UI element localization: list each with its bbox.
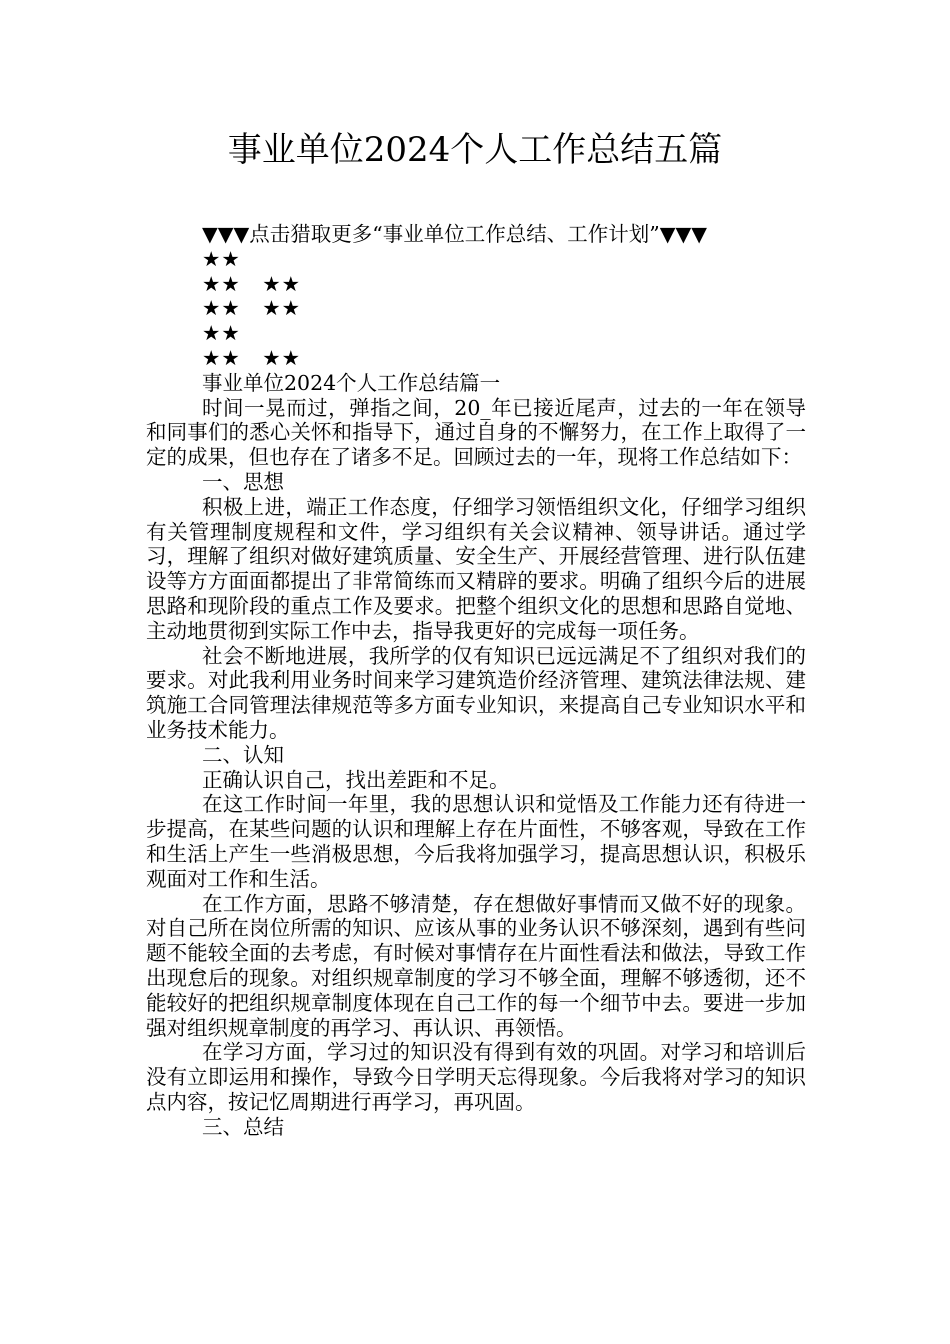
paragraph: 积极上进，端正工作态度，仔细学习领悟组织文化，仔细学习组织有关管理制度规程和文件，学习组织有关会议精神、领导讲话。通过学习，理解了组织对做好建筑质量、安全生产、开展经营管理、进行队伍建设等方方面面都提出了非常简练而又精辟的要求。明确了组织今后的进展思路和现阶段的重点工作及要求。把整个组织文化的思想和思路自觉地、主动地贯彻到实际工作中去，指导我更好的完成每一项任务。 [146, 494, 806, 643]
star-row: ★★ [202, 246, 241, 271]
paragraph: 在学习方面，学习过的知识没有得到有效的巩固。对学习和培训后没有立即运用和操作，导致今日学明天忘得现象。今后我将对学习的知识点内容，按记忆周期进行再学习，再巩固。 [146, 1040, 806, 1114]
star-row: ★★ [202, 321, 241, 346]
document-body [146, 222, 806, 1139]
subheading-summary: 三、总结 [202, 1114, 284, 1139]
intro-paragraph: 时间一晃而过，弹指之间，20_年已接近尾声，过去的一年在领导和同事们的悉心关怀和指导下，通过自身的不懈努力，在工作上取得了一定的成果，但也存在了诸多不足。回顾过去的一年，现将工作总结如下： [146, 395, 806, 470]
promo-link[interactable]: ▼▼▼点击猎取更多“事业单位工作总结、工作计划”▼▼▼ [202, 222, 708, 246]
paragraph: 在这工作时间一年里，我的思想认识和觉悟及工作能力还有待进一步提高，在某些问题的认识和理解上存在片面性，不够客观，导致在工作和生活上产生一些消极思想，今后我将加强学习，提高思想认识，积极乐观面对工作和生活。 [146, 792, 806, 891]
paragraph: 社会不断地进展，我所学的仅有知识已远远满足不了组织对我们的要求。对此我利用业务时间来学习建筑造价经济管理、建筑法律法规、建筑施工合同管理法律规范等多方面专业知识，来提高自己专业知识水平和业务技术能力。 [146, 643, 806, 742]
paragraph: 在工作方面，思路不够清楚，存在想做好事情而又做不好的现象。对自己所在岗位所需的知识、应该从事的业务认识不够深刻，遇到有些问题不能较全面的去考虑，有时候对事情存在片面性看法和做法，导致工作出现怠后的现象。对组织规章制度的学习不够全面，理解不够透彻，还不能较好的把组织规章制度体现在自己工作的每一个细节中去。要进一步加强对组织规章制度的再学习、再认识、再领悟。 [146, 891, 806, 1040]
star-row: ★★ ★★ [202, 271, 302, 296]
subheading-cognition: 二、认知 [202, 742, 284, 767]
section-heading: 事业单位2024个人工作总结篇一 [202, 370, 501, 395]
subheading-thought: 一、思想 [202, 469, 284, 494]
document-title: 事业单位2024个人工作总结五篇 [227, 130, 723, 170]
star-row: ★★ ★★ [202, 296, 302, 321]
paragraph: 正确认识自己，找出差距和不足。 [202, 767, 510, 792]
star-row: ★★ ★★ [202, 345, 302, 370]
